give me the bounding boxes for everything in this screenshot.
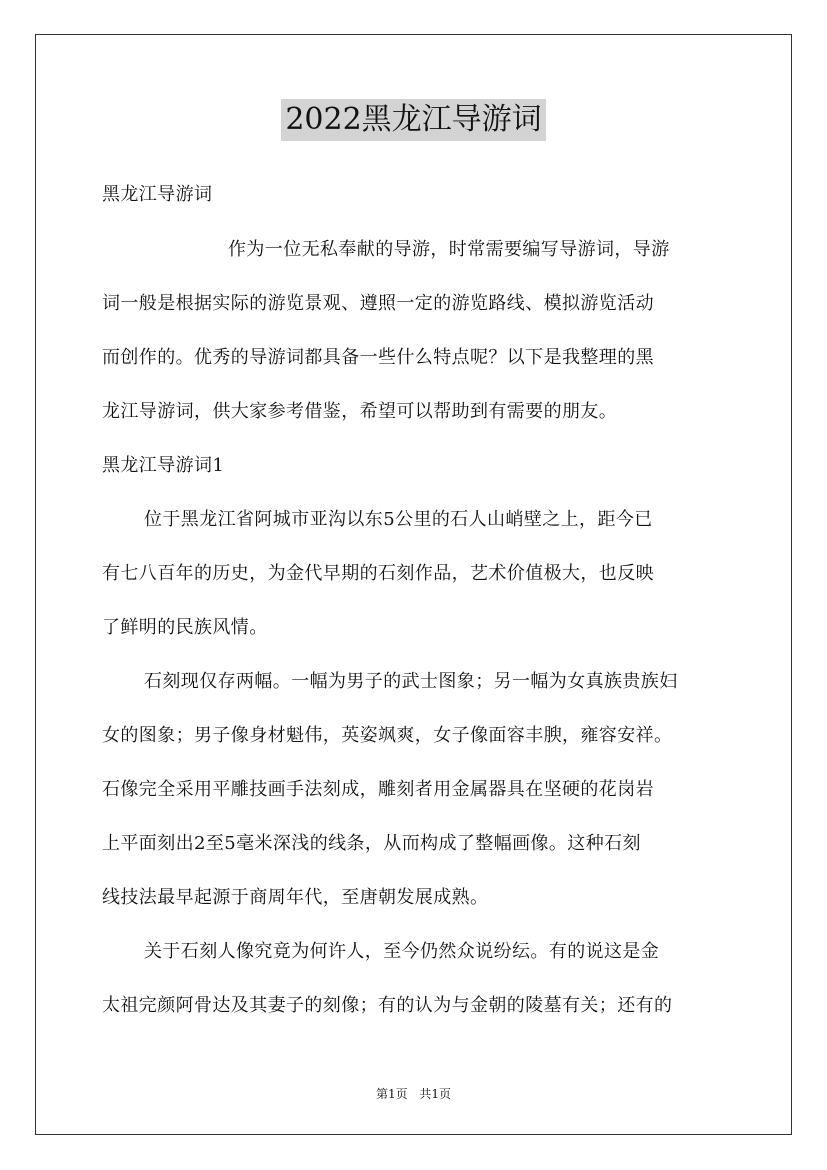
page-number: 第1页 bbox=[375, 1087, 408, 1101]
paragraph-line: 龙江导游词，供大家参考借鉴，希望可以帮助到有需要的朋友。 bbox=[102, 401, 618, 422]
paragraph-line: 有七八百年的历史，为金代早期的石刻作品，艺术价值极大，也反映 bbox=[102, 563, 654, 584]
paragraph-line: 而创作的。优秀的导游词都具备一些什么特点呢？以下是我整理的黑 bbox=[102, 347, 654, 368]
paragraph-line: 了鲜明的民族风情。 bbox=[102, 617, 268, 638]
section-heading: 黑龙江导游词 bbox=[102, 184, 213, 205]
paragraph-line: 线技法最早起源于商周年代，至唐朝发展成熟。 bbox=[102, 887, 489, 908]
paragraph-line: 词一般是根据实际的游览景观、遵照一定的游览路线、模拟游览活动 bbox=[102, 293, 654, 314]
paragraph-line: 作为一位无私奉献的导游，时常需要编写导游词，导游 bbox=[228, 239, 670, 260]
paragraph-line: 太祖完颜阿骨达及其妻子的刻像；有的认为与金朝的陵墓有关；还有的 bbox=[102, 995, 673, 1016]
paragraph-line: 关于石刻人像究竟为何许人，至今仍然众说纷纭。有的说这是金 bbox=[144, 941, 660, 962]
paragraph-line: 位于黑龙江省阿城市亚沟以东5公里的石人山峭壁之上，距今已 bbox=[144, 509, 653, 530]
paragraph-line: 女的图象；男子像身材魁伟，英姿飒爽，女子像面容丰腴，雍容安祥。 bbox=[102, 725, 673, 746]
page-footer bbox=[0, 1086, 827, 1102]
paragraph-line: 石刻现仅存两幅。一幅为男子的武士图象；另一幅为女真族贵族妇 bbox=[144, 671, 678, 692]
paragraph-line: 石像完全采用平雕技画手法刻成，雕刻者用金属器具在坚硬的花岗岩 bbox=[102, 779, 654, 800]
document-title: 2022黑龙江导游词 bbox=[281, 99, 545, 141]
subsection-heading: 黑龙江导游词1 bbox=[102, 455, 225, 476]
document-title-wrap bbox=[0, 99, 827, 141]
paragraph-line: 上平面刻出2至5毫米深浅的线条，从而构成了整幅画像。这种石刻 bbox=[102, 833, 641, 854]
page-total: 共1页 bbox=[419, 1087, 452, 1101]
